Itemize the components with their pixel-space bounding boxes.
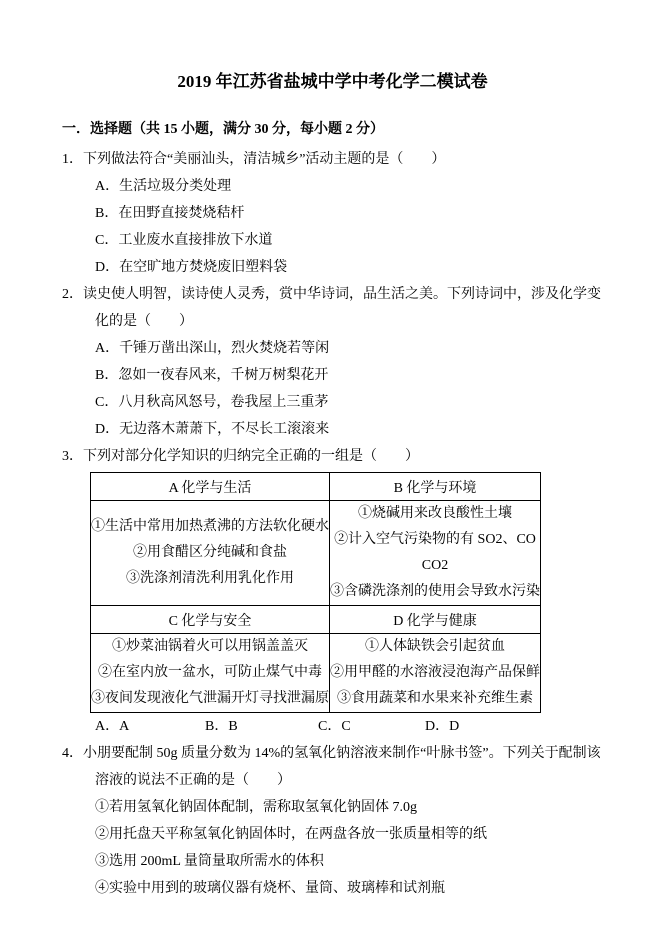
table-cell-d-line: ③食用蔬菜和水果来补充维生素 bbox=[337, 691, 533, 706]
question-1-option-a: A．生活垃圾分类处理 bbox=[95, 179, 232, 194]
table-header-cell-a: A 化学与生活 bbox=[91, 473, 330, 501]
table-cell-a-line: ①生活中常用加热煮沸的方法软化硬水 bbox=[91, 519, 329, 534]
table-cell-b-line: ②计入空气污染物的有 SO2、CO bbox=[334, 532, 536, 547]
table-cell-b-line: CO2 bbox=[421, 558, 449, 573]
table-header-cell-d: D 化学与健康 bbox=[330, 606, 541, 634]
question-2 bbox=[62, 281, 603, 443]
question-3 bbox=[62, 443, 603, 740]
question-1 bbox=[62, 146, 603, 281]
table-cell-c-line: ③夜间发现液化气泄漏开灯寻找泄漏原 bbox=[91, 691, 329, 706]
question-4 bbox=[62, 740, 603, 902]
table-body-cell-d bbox=[330, 634, 541, 713]
question-2-option-c: C．八月秋高风怒号，卷我屋上三重茅 bbox=[95, 395, 329, 410]
table-body-cell-c bbox=[91, 634, 330, 713]
table-cell-a-line: ③洗涤剂清洗利用乳化作用 bbox=[126, 571, 294, 586]
table-body-cell-a bbox=[91, 501, 330, 606]
question-3-option-b: B．B bbox=[205, 719, 238, 734]
question-2-stem: 2．读史使人明智，读诗使人灵秀，赏中华诗词，品生活之美。下列诗词中，涉及化学变化的是（ ） bbox=[62, 287, 601, 329]
table-body-cell-b bbox=[330, 501, 541, 606]
table-cell-b-line: ①烧碱用来改良酸性土壤 bbox=[358, 506, 512, 521]
table-cell-c-line: ①炒菜油锅着火可以用锅盖盖灭 bbox=[112, 639, 308, 654]
table-cell-c-line: ②在室内放一盆水，可防止煤气中毒 bbox=[98, 665, 322, 680]
question-4-stem: 4．小朋要配制 50g 质量分数为 14%的氢氧化钠溶液来制作“叶脉书签”。下列关于配制该溶液的说法不正确的是（ ） bbox=[62, 746, 601, 788]
question-4-statement-4: ④实验中用到的玻璃仪器有烧杯、量筒、玻璃棒和试剂瓶 bbox=[95, 881, 445, 896]
question-3-option-d: D．D bbox=[425, 719, 460, 734]
question-2-option-a: A．千锤万凿出深山，烈火焚烧若等闲 bbox=[95, 341, 330, 356]
question-1-stem: 1．下列做法符合“美丽汕头，清洁城乡”活动主题的是（ ） bbox=[62, 152, 446, 167]
question-2-option-d: D．无边落木萧萧下，不尽长工滚滚来 bbox=[95, 422, 330, 437]
table-cell-d-line: ②用甲醛的水溶液浸泡海产品保鲜 bbox=[330, 665, 540, 680]
question-4-statement-2: ②用托盘天平称氢氧化钠固体时，在两盘各放一张质量相等的纸 bbox=[95, 827, 487, 842]
table-header-cell-c: C 化学与安全 bbox=[91, 606, 330, 634]
question-1-option-b: B．在田野直接焚烧秸杆 bbox=[95, 206, 245, 221]
question-4-statement-1: ①若用氢氧化钠固体配制，需称取氢氧化钠固体 7.0g bbox=[95, 800, 417, 815]
table-header-cell-b: B 化学与环境 bbox=[330, 473, 541, 501]
question-1-option-c: C．工业废水直接排放下水道 bbox=[95, 233, 273, 248]
question-3-answers-row bbox=[95, 713, 603, 740]
question-4-statement-3: ③选用 200mL 量筒量取所需水的体积 bbox=[95, 854, 324, 869]
table-cell-a-line: ②用食醋区分纯碱和食盐 bbox=[133, 545, 287, 560]
page-title: 2019 年江苏省盐城中学中考化学二模试卷 bbox=[177, 72, 488, 91]
question-3-option-c: C．C bbox=[318, 719, 351, 734]
table-cell-b-line: ③含磷洗涤剂的使用会导致水污染 bbox=[330, 584, 540, 599]
table-cell-d-line: ①人体缺铁会引起贫血 bbox=[365, 639, 505, 654]
question-2-option-b: B．忽如一夜春风来，千树万树梨花开 bbox=[95, 368, 329, 383]
question-1-option-d: D．在空旷地方焚烧废旧塑料袋 bbox=[95, 260, 288, 275]
question-3-option-a: A．A bbox=[95, 719, 130, 734]
question-3-stem: 3．下列对部分化学知识的归纳完全正确的一组是（ ） bbox=[62, 449, 419, 464]
section-heading: 一．选择题（共 15 小题，满分 30 分，每小题 2 分） bbox=[62, 122, 384, 137]
knowledge-summary-table bbox=[90, 472, 541, 713]
